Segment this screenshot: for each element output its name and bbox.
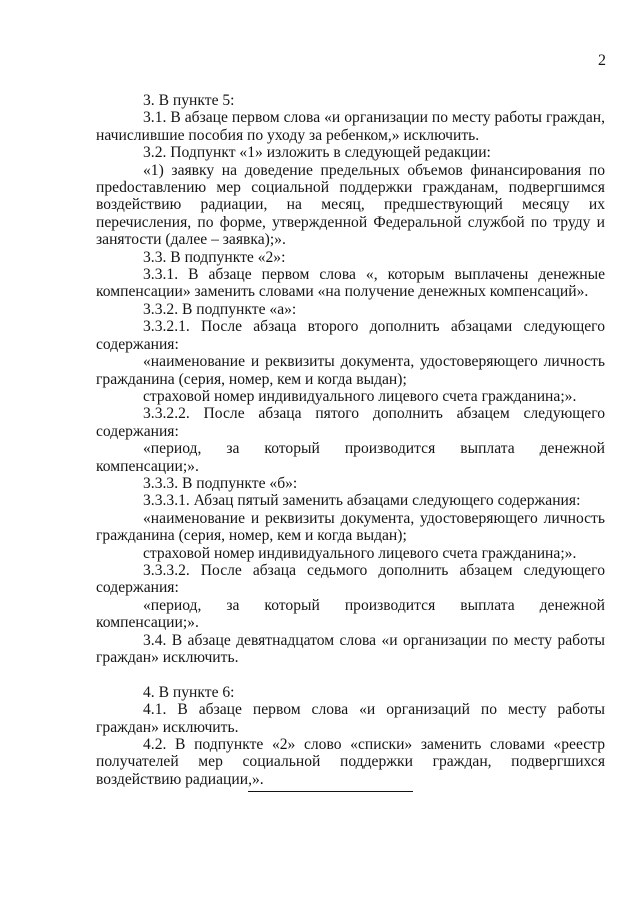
paragraph-3-3-2: 3.3.2. В подпункте «а»: <box>143 300 297 318</box>
paragraph-3-3-3-2: 3.3.3.2. После абзаца седьмого дополнить абзацем следующего содержания: <box>96 561 605 597</box>
paragraph-3-3-3: 3.3.3. В подпункте «б»: <box>143 474 298 492</box>
paragraph-section-3-heading: 3. В пункте 5: <box>143 92 235 109</box>
paragraph-3-1: 3.1. В абзаце первом слова «и организации по месту работы граждан, начислившие пособия по уходу за ребенком,» исключить. <box>96 109 605 144</box>
paragraph-3-3-3-1: 3.3.3.1. Абзац пятый заменить абзацами следующего содержания: <box>143 492 581 510</box>
paragraph-3-3-3-2-quote: «период, за который производится выплата денежной компенсации;». <box>96 596 605 632</box>
paragraph-4-2: 4.2. В подпункте «2» слово «списки» заменить словами «реестр получателей мер социальной поддержки граждан, подвергшихся воздействию радиации,». <box>96 736 605 788</box>
paragraph-4-1: 4.1. В абзаце первом слова «и организаций по месту работы граждан» исключить. <box>96 701 605 736</box>
paragraph-3-3-3-1-quote-a: «наименование и реквизиты документа, удостоверяющего личность гражданина (серия, номер, кем и когда выдан); <box>96 509 605 545</box>
paragraph-3-3-3-1-quote-b: страховой номер индивидуального лицевого счета гражданина;». <box>143 544 577 562</box>
paragraph-3-3: 3.3. В подпункте «2»: <box>143 248 286 266</box>
paragraph-3-4: 3.4. В абзаце девятнадцатом слова «и организации по месту работы граждан» исключить. <box>96 631 605 666</box>
closing-separator-line <box>248 791 413 792</box>
paragraph-3-3-2-2-quote: «период, за который производится выплата денежной компенсации;». <box>96 440 605 475</box>
paragraph-3-2: 3.2. Подпункт «1» изложить в следующей редакции: <box>143 144 491 162</box>
paragraph-3-3-2-1-quote-a: «наименование и реквизиты документа, удостоверяющего личность гражданина (серия, номер, кем и когда выдан); <box>96 353 605 388</box>
paragraph-section-4-heading: 4. В пункте 6: <box>143 683 235 701</box>
paragraph-3-3-2-1: 3.3.2.1. После абзаца второго дополнить абзацами следующего содержания: <box>96 318 605 353</box>
page-number: 2 <box>598 52 606 69</box>
paragraph-3-2-quote: «1) заявку на доведение предельных объемов финансирования по преdоставлению мер социальной поддержки гражданам, подвергшимся воздействию радиации, на месяц, предшествующий месяцу их перечисления, по форме, утвержденной Федеральной службой по труду и занятости (далее – заявка);». <box>96 161 605 249</box>
paragraph-3-3-2-2: 3.3.2.2. После абзаца пятого дополнить абзацем следующего содержания: <box>96 405 605 440</box>
document-body <box>96 92 605 788</box>
paragraph-3-3-2-1-quote-b: страховой номер индивидуального лицевого счета гражданина;». <box>143 387 577 405</box>
paragraph-3-3-1: 3.3.1. В абзаце первом слова «, которым выплачены денежные компенсации» заменить словами «на получение денежных компенсаций». <box>96 266 605 301</box>
